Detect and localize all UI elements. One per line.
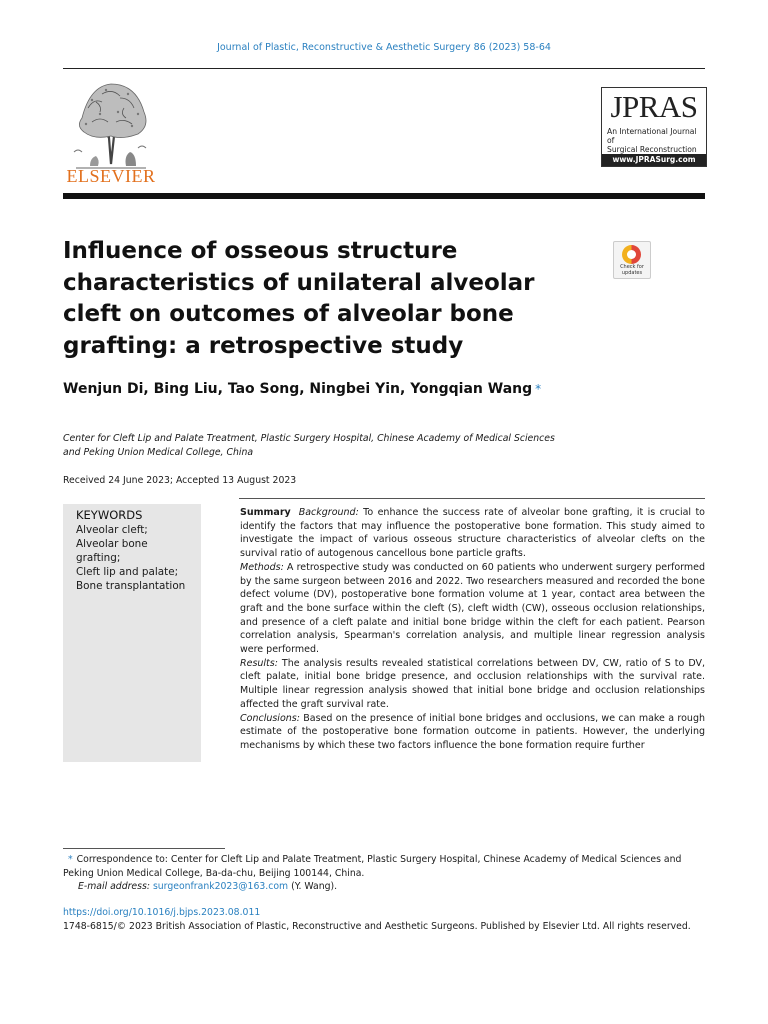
abstract-conclusions (240, 712, 705, 753)
check-updates-line1: Check for (620, 264, 644, 270)
affiliation-line2: and Peking Union Medical College, China (63, 446, 254, 458)
jpras-subtitle (607, 127, 703, 154)
doi-link[interactable]: https://doi.org/10.1016/j.bjps.2023.08.011 (63, 907, 261, 918)
crossmark-icon (622, 245, 641, 264)
corresponding-author-link[interactable]: * (535, 382, 542, 396)
check-for-updates-button[interactable] (613, 241, 651, 279)
keywords-panel (63, 504, 201, 762)
conclusions-text: Based on the presence of initial bone bridges and occlusions, we can make a rough estimate of the postoperative bone formation outcome in patients. However, the underlying mechanisms by which these two factors influence the bone formation require further (240, 712, 705, 751)
keyword-item: Bone transplantation (76, 580, 186, 592)
correspondence-footnote (63, 853, 708, 894)
background-label: Background: (298, 507, 359, 518)
elsevier-wordmark: ELSEVIER (66, 166, 156, 186)
keyword-item: Alveolar cleft; (76, 524, 148, 536)
keyword-item: Cleft lip and palate; (76, 566, 179, 578)
keyword-item: grafting; (76, 552, 121, 564)
header-thick-divider (63, 193, 705, 199)
background-text: To enhance the success rate of alveolar bone grafting, it is crucial to identify the factors that may influence the postoperative bone formation. This study aimed to investigate the impact of various osseous structure characteristics of alveolar clefts on the survival ratio of autogenous cancellous bone particle grafts. (240, 507, 705, 560)
footnote-mark: * (68, 854, 73, 865)
header-divider (63, 68, 705, 69)
jpras-subtitle-line2: Surgical Reconstruction (607, 145, 697, 154)
abstract-divider (239, 498, 705, 499)
keyword-item: Alveolar bone (76, 538, 148, 550)
affiliation-line1: Center for Cleft Lip and Palate Treatment, Plastic Surgery Hospital, Chinese Academy of Medical Sciences (63, 433, 555, 444)
footnote-correspondence (63, 853, 708, 880)
email-link[interactable]: surgeonfrank2023@163.com (152, 881, 289, 892)
jpras-url: www.JPRASurg.com (602, 154, 706, 166)
check-updates-label (614, 265, 650, 276)
received-dates: Received 24 June 2023; Accepted 13 August 2023 (63, 475, 297, 486)
methods-label: Methods: (240, 561, 284, 573)
results-text: The analysis results revealed statistical correlations between DV, CW, ratio of S to DV, cleft palate, initial bone bridge presence, and occlusion relationships with the survival rate. Multiple linear regression analysis showed that initial bone bridge and occlusion relationships affected the graft survival rate. (240, 657, 705, 710)
jpras-title: JPRAS (610, 89, 698, 124)
abstract-results (240, 657, 705, 712)
abstract-methods (240, 561, 705, 657)
authors-text: Wenjun Di, Bing Liu, Tao Song, Ningbei Yin, Yongqian Wang (63, 381, 533, 397)
copyright-notice: 1748-6815/© 2023 British Association of Plastic, Reconstructive and Aesthetic Surgeons. Published by Elsevier Ltd. All rights reserved. (63, 921, 691, 932)
journal-reference[interactable]: Journal of Plastic, Reconstructive & Aesthetic Surgery 86 (2023) 58-64 (217, 42, 551, 53)
check-updates-line2: updates (621, 269, 643, 276)
results-label: Results: (240, 657, 278, 669)
jpras-journal-logo[interactable] (601, 87, 707, 167)
conclusions-label: Conclusions: (240, 712, 300, 724)
author-list (63, 381, 541, 397)
keywords-heading: KEYWORDS (76, 508, 143, 522)
footnote-divider (63, 848, 225, 849)
footnote-text: Correspondence to: Center for Cleft Lip and Palate Treatment, Plastic Surgery Hospital, Chinese Academy of Medical Sciences and Peking Union Medical College, Ba-da-chu, Beijing 100144, China. (63, 854, 682, 879)
email-suffix: (Y. Wang). (288, 881, 338, 892)
summary-label: Summary (240, 507, 291, 518)
email-label: E-mail address: (78, 881, 150, 892)
footnote-email-line (63, 880, 708, 894)
article-title: Influence of osseous structure characteristics of unilateral alveolar cleft on outcomes of alveolar bone grafting: a retrospective study (63, 238, 535, 359)
methods-text: A retrospective study was conducted on 60 patients who underwent surgery performed by the same surgeon between 2016 and 2022. Two researchers measured and recorded the bone defect volume (DV), postoperative bone formation volume at 1 year, contact area between the graft and the bone surface within the cleft (S), cleft width (CW), osseous occlusion relationships, and presence of a cleft palate and initial bone bridge within the cleft for each patient. Pearson correlation analysis, Spearman's correlation analysis, and multiple linear regression analysis were performed. (240, 561, 705, 656)
abstract (240, 506, 705, 753)
affiliation (63, 432, 623, 459)
abstract-background (240, 506, 705, 561)
jpras-subtitle-line1: An International Journal of (607, 127, 697, 145)
